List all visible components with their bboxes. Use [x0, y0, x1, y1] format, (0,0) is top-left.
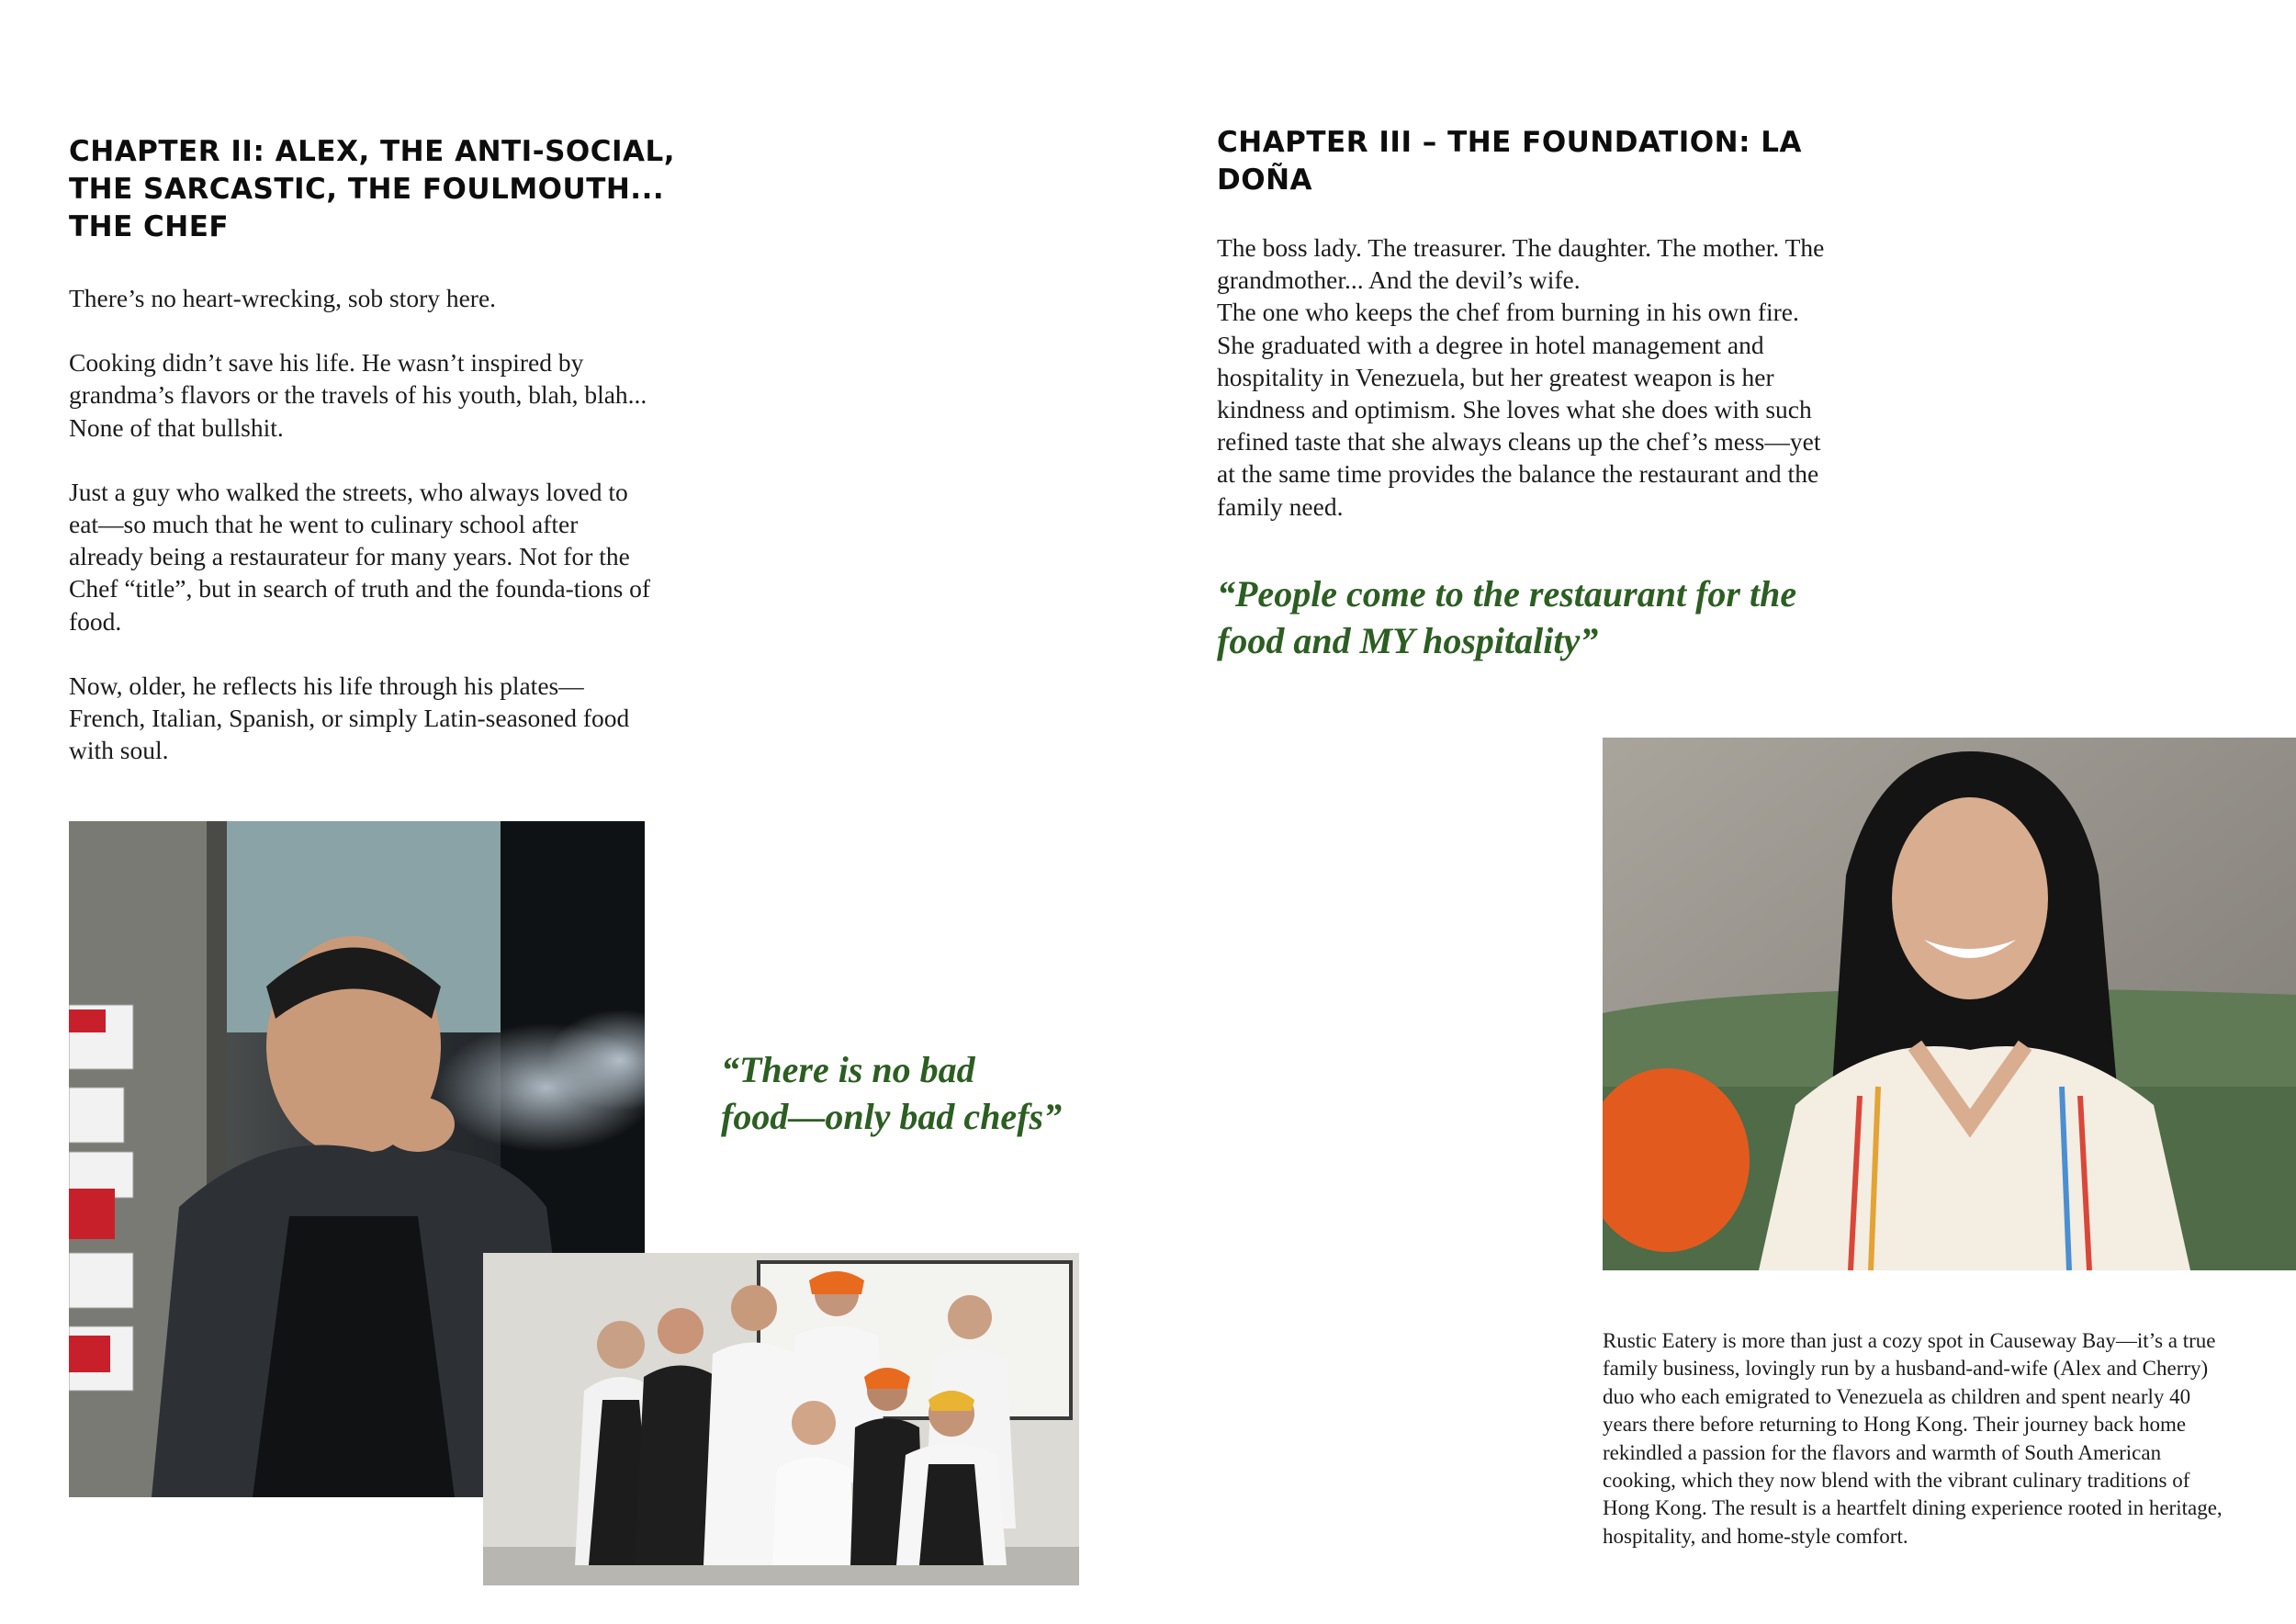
chapter-two-paragraph: Just a guy who walked the streets, who always loved to eat—so much that he went to culinary school after already being a restaurateur for many years. Not for the Chef “title”, but in search of truth and the founda-tions of food. [69, 477, 651, 636]
chapter-two-paragraph: Cooking didn’t save his life. He wasn’t inspired by grandma’s flavors or the travels of his youth, blah, blah... None of that bullshit. [69, 348, 647, 442]
hospitality-quote: “People come to the restaurant for the food and MY hospitality” [1217, 573, 1797, 661]
cherry-portrait-photo [1603, 738, 2296, 1270]
kitchen-team-photo [483, 1253, 1079, 1585]
chapter-two-heading: CHAPTER II: ALEX, THE ANTI-SOCIAL, THE SARCASTIC, THE FOULMOUTH... THE CHEF [69, 135, 676, 243]
chapter-two-paragraph: There’s no heart-wrecking, sob story here. [69, 284, 497, 312]
restaurant-caption: Rustic Eatery is more than just a cozy spot in Causeway Bay—it’s a true family business, lovingly run by a husband-and-wife (Alex and Cherry) duo who each emigrated to Venezuela as children and spent nearly 40 years there before returning to Hong Kong. Their journey back home rekindled a passion for the flavors and warmth of South American cooking, which they now blend with the vibrant culinary traditions of Hong Kong. The result is a heartfelt dining experience rooted in heritage, hospitality, and home-style comfort. [1603, 1329, 2223, 1548]
chapter-two-paragraph: Now, older, he reflects his life through his plates—French, Italian, Spanish, or simply Latin-seasoned food with soul. [69, 671, 630, 765]
chef-quote: “There is no bad food—only bad chefs” [721, 1049, 1063, 1137]
chapter-three-heading: CHAPTER III – THE FOUNDATION: LA DOÑA [1217, 126, 1803, 197]
chapter-three-body: The boss lady. The treasurer. The daughter. The mother. The grandmother... And the devil’s wife. The one who keeps the chef from burning in his own fire. She graduated with a degree in hotel management and hospitality in Venezuela, but her greatest weapon is her kindness and optimism. She loves what she does with such refined taste that she always cleans up the chef’s mess—yet at the same time provides the balance the restaurant and the family need. [1217, 233, 1825, 521]
chapter-two-body [69, 282, 657, 766]
